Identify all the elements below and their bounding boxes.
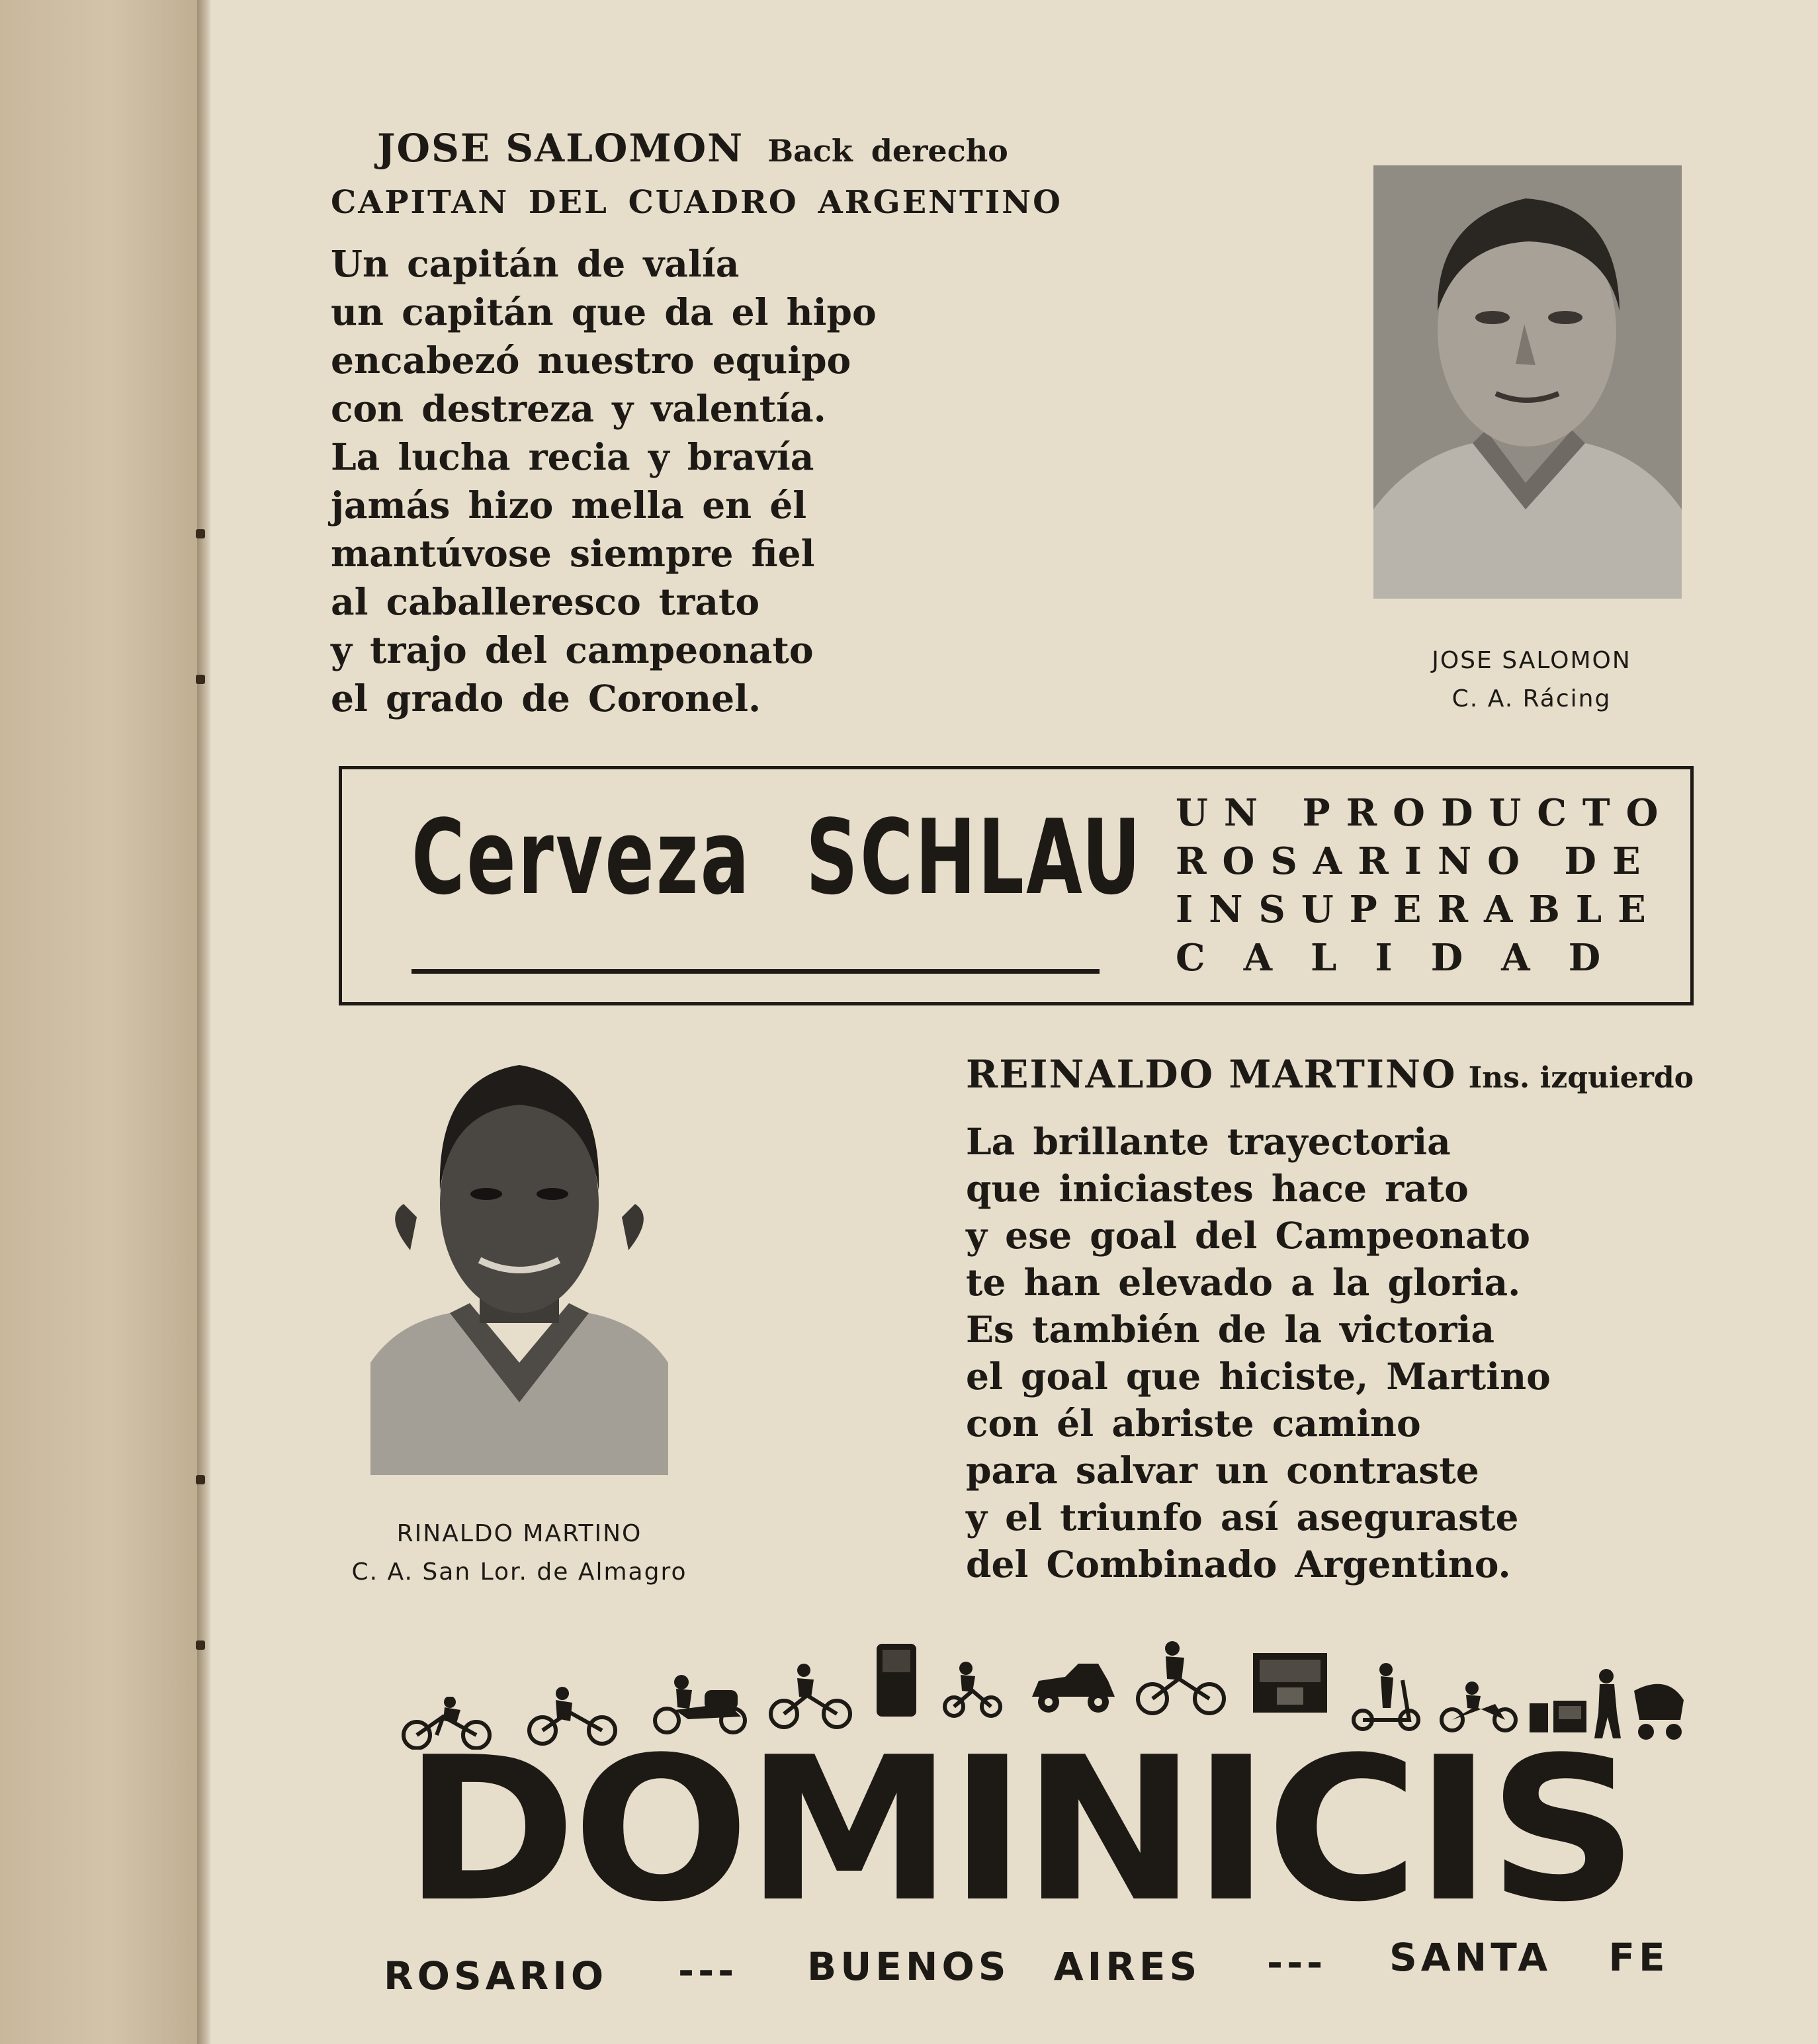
player1-caption	[1376, 642, 1687, 718]
player1-poem	[331, 239, 877, 722]
tagline-line: CALIDAD	[1176, 936, 1639, 980]
player1-position: Back derecho	[767, 133, 1008, 169]
dominicis-logo-text: DOMINICIS	[404, 1730, 1634, 1928]
beer-brand	[411, 797, 1143, 917]
binding-stitch	[196, 1640, 205, 1650]
poem-line: y trajo del campeonato	[331, 628, 814, 671]
player1-name: JOSE SALOMON	[377, 126, 744, 171]
cyclist-icon	[767, 1664, 853, 1730]
player1-caption-club: C. A. Rácing	[1451, 685, 1612, 712]
binding-stitch	[196, 529, 205, 538]
player2-poem	[966, 1118, 1551, 1588]
poem-line: un capitán que da el hipo	[331, 290, 877, 333]
city-separator: ---	[1267, 1940, 1327, 1985]
poem-line: al caballeresco trato	[331, 580, 760, 623]
binding-stitch	[196, 1475, 205, 1484]
poem-line: encabezó nuestro equipo	[331, 339, 851, 382]
tagline-line: INSUPERABLE	[1176, 888, 1662, 931]
player2-caption	[337, 1515, 701, 1592]
dominicis-logo	[397, 1730, 1641, 1928]
tricycle-icon	[939, 1660, 1006, 1720]
player1-caption-name: JOSE SALOMON	[1432, 647, 1631, 674]
scooter-icon	[1350, 1660, 1422, 1733]
player2-caption-club: C. A. San Lor. de Almagro	[351, 1558, 687, 1586]
motorcycle-icon	[1436, 1680, 1522, 1733]
car-icon	[1025, 1657, 1118, 1717]
beer-advertisement	[339, 766, 1694, 1005]
beer-brand-word: Cerveza	[411, 797, 752, 917]
poem-line: y el triunfo así aseguraste	[966, 1496, 1519, 1539]
page-gutter	[197, 0, 212, 2044]
beer-tagline	[1176, 789, 1674, 982]
poem-line: Un capitán de valía	[331, 242, 740, 285]
player2-name: REINALDO MARTINO	[966, 1052, 1457, 1097]
city-rosario: ROSARIO	[384, 1953, 608, 1998]
beer-underline	[411, 969, 1100, 974]
city-separator: ---	[678, 1948, 738, 1993]
poem-line: y ese goal del Campeonato	[966, 1214, 1530, 1257]
binding-stitch	[196, 675, 205, 684]
player2-caption-name: RINALDO MARTINO	[396, 1520, 642, 1547]
tagline-line: UN PRODUCTO	[1176, 791, 1674, 835]
radio-icon	[873, 1640, 920, 1720]
poem-line: jamás hizo mella en él	[331, 484, 807, 527]
city-buenos-aires: BUENOS AIRES	[807, 1944, 1201, 1989]
poem-line: Es también de la victoria	[966, 1308, 1494, 1351]
poem-line: con él abriste camino	[966, 1402, 1421, 1445]
poem-line: mantúvose siempre fiel	[331, 532, 815, 575]
player1-photo	[1373, 165, 1682, 599]
poem-line: La brillante trayectoria	[966, 1120, 1451, 1163]
motorcycle-sidecar-icon	[648, 1670, 748, 1736]
player2-photo	[370, 1052, 668, 1475]
player2-position: Ins. izquierdo	[1468, 1061, 1694, 1095]
poem-line: te han elevado a la gloria.	[966, 1261, 1521, 1304]
book-spine	[0, 0, 198, 2044]
radio-console-icon	[1250, 1650, 1330, 1717]
beer-brand-name: SCHLAU	[806, 797, 1143, 917]
poem-line: con destreza y valentía.	[331, 387, 826, 430]
poem-line: para salvar un contraste	[966, 1449, 1479, 1492]
tagline-line: ROSARINO DE	[1176, 839, 1657, 883]
poem-line: que iniciastes hace rato	[966, 1167, 1469, 1210]
player1-subtitle: CAPITAN DEL CUADRO ARGENTINO	[331, 184, 1062, 221]
city-santa-fe: SANTA FE	[1389, 1935, 1669, 1980]
poem-line: el goal que hiciste, Martino	[966, 1355, 1551, 1398]
cyclist-icon	[1131, 1640, 1231, 1717]
poem-line: del Combinado Argentino.	[966, 1543, 1511, 1586]
player1-header	[377, 126, 1008, 171]
player2-header	[966, 1052, 1694, 1097]
poem-line: el grado de Coronel.	[331, 677, 761, 720]
poem-line: La lucha recia y bravía	[331, 435, 814, 478]
